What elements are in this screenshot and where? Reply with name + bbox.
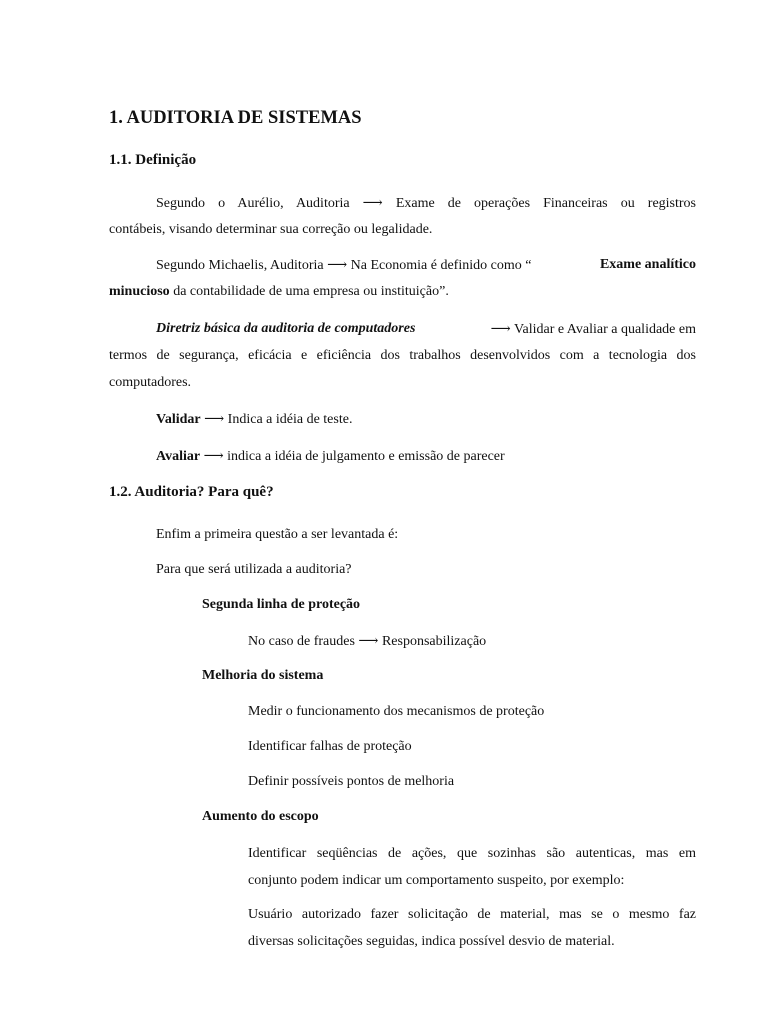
aurelio-line-1: Segundo o Aurélio, Auditoria ⟶ Exame de operações Financeiras ou registros bbox=[156, 196, 696, 211]
diretriz-line-2: termos de segurança, eficácia e eficiência dos trabalhos desenvolvidos com a tecnologia dos bbox=[109, 348, 696, 363]
validar-term: Validar bbox=[156, 412, 201, 427]
subtitle-segunda-linha: Segunda linha de proteção bbox=[202, 597, 361, 612]
melhoria-item: Definir possíveis pontos de melhoria bbox=[248, 774, 455, 789]
aumento-paragraph-1-line-1: Identificar seqüências de ações, que sozinhas são autenticas, mas em bbox=[248, 846, 696, 861]
segunda-linha-item: No caso de fraudes ⟶ Responsabilização bbox=[248, 634, 487, 649]
aurelio-line-2: contábeis, visando determinar sua correção ou legalidade. bbox=[109, 222, 433, 237]
validar-text: ⟶ Indica a idéia de teste. bbox=[200, 412, 353, 427]
michaelis-text-end: da contabilidade de uma empresa ou instituição”. bbox=[169, 284, 449, 299]
diretriz-italic-term: Diretriz básica da auditoria de computadores bbox=[156, 321, 416, 336]
avaliar-text: ⟶ indica a idéia de julgamento e emissão de parecer bbox=[200, 449, 505, 464]
heading-auditoria-de-sistemas: 1. AUDITORIA DE SISTEMAS bbox=[109, 108, 362, 128]
michaelis-bold-term-2: minucioso bbox=[109, 284, 170, 299]
question-line-1: Enfim a primeira questão a ser levantada é: bbox=[156, 527, 399, 542]
question-line-2: Para que será utilizada a auditoria? bbox=[156, 562, 352, 577]
aumento-paragraph-1-line-2: conjunto podem indicar um comportamento suspeito, por exemplo: bbox=[248, 873, 625, 888]
subtitle-melhoria: Melhoria do sistema bbox=[202, 668, 324, 683]
section-title-definicao: 1.1. Definição bbox=[109, 152, 197, 168]
michaelis-text: Segundo Michaelis, Auditoria ⟶ Na Economia é definido como “ bbox=[156, 258, 532, 273]
aumento-paragraph-2-line-1: Usuário autorizado fazer solicitação de material, mas se o mesmo faz bbox=[248, 907, 696, 922]
michaelis-bold-term-1: Exame analítico bbox=[599, 257, 696, 272]
validar-definition bbox=[156, 411, 352, 428]
michaelis-line-2 bbox=[109, 284, 449, 300]
melhoria-item: Medir o funcionamento dos mecanismos de proteção bbox=[248, 704, 545, 719]
avaliar-definition bbox=[156, 448, 505, 465]
section-title-para-que: 1.2. Auditoria? Para quê? bbox=[109, 484, 274, 500]
diretriz-text: ⟶ Validar e Avaliar a qualidade em bbox=[490, 322, 696, 337]
subtitle-aumento-escopo: Aumento do escopo bbox=[202, 809, 319, 824]
melhoria-item: Identificar falhas de proteção bbox=[248, 739, 412, 754]
aumento-paragraph-2-line-2: diversas solicitações seguidas, indica possível desvio de material. bbox=[248, 934, 615, 949]
avaliar-term: Avaliar bbox=[156, 449, 201, 464]
diretriz-line-1 bbox=[156, 321, 696, 338]
michaelis-line-1 bbox=[156, 257, 696, 274]
diretriz-line-3: computadores. bbox=[109, 375, 192, 390]
